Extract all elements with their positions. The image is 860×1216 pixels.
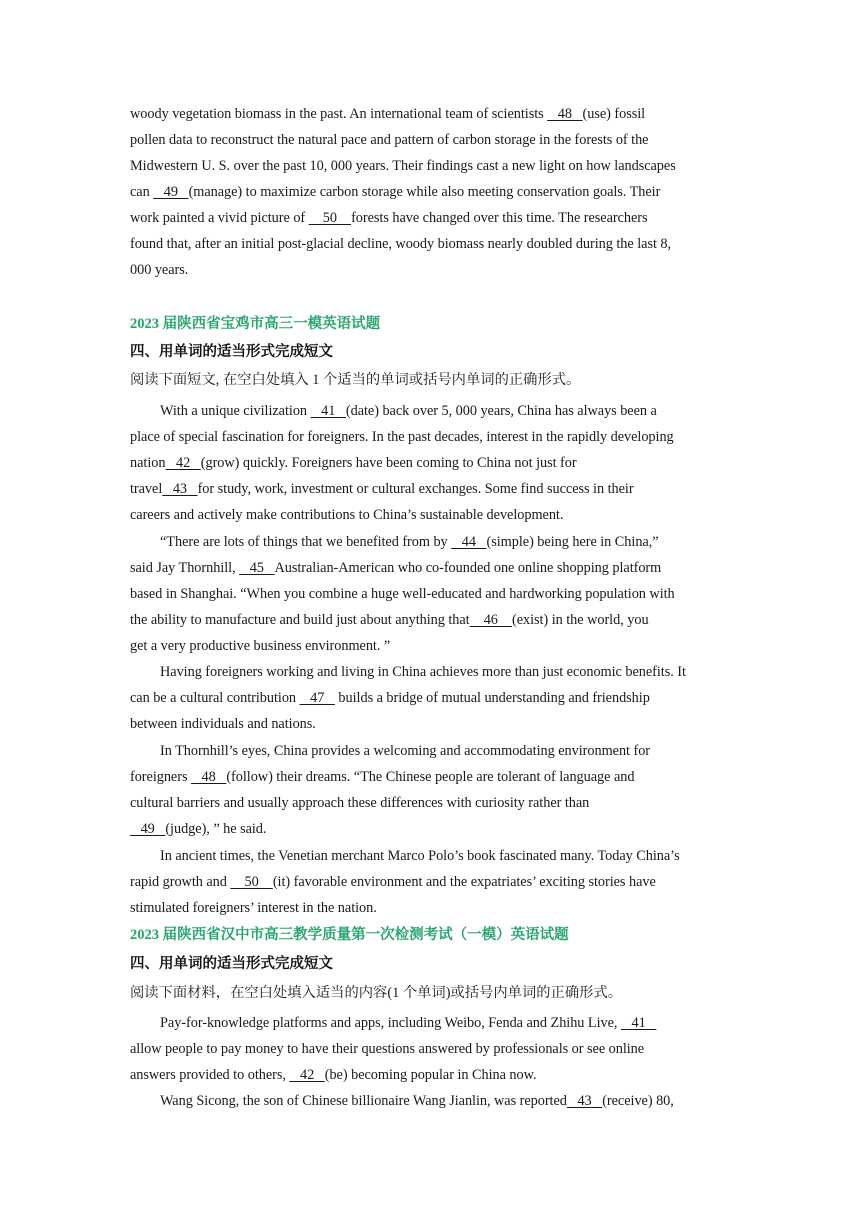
text-segment: pollen data to reconstruct the natural pace and pattern of carbon storage in the forests of the xyxy=(130,132,649,148)
answer-blank[interactable]: 43 xyxy=(162,481,198,497)
text-line xyxy=(130,895,377,921)
text-segment: Pay-for-knowledge platforms and apps, including Weibo, Fenda and Zhihu Live, xyxy=(160,1015,621,1031)
text-segment: builds a bridge of mutual understanding and friendship xyxy=(334,690,650,706)
text-line xyxy=(130,816,266,842)
text-segment: (be) becoming popular in China now. xyxy=(324,1067,537,1083)
text-line xyxy=(130,711,316,737)
text-segment: travel xyxy=(130,481,163,497)
answer-blank[interactable]: 47 xyxy=(299,690,335,706)
text-segment: 000 years. xyxy=(130,262,189,278)
text-line xyxy=(130,101,645,127)
text-segment: woody vegetation biomass in the past. An international team of scientists xyxy=(130,106,548,122)
text-line xyxy=(160,1088,674,1114)
text-segment: place of special fascination for foreigners. In the past decades, interest in the rapidly developing xyxy=(130,429,674,445)
text-segment: work painted a vivid picture of xyxy=(130,210,309,226)
text-segment: can xyxy=(130,184,154,200)
text-segment: (receive) 80, xyxy=(602,1093,674,1109)
text-line xyxy=(130,764,634,790)
text-segment: answers provided to others, xyxy=(130,1067,290,1083)
text-segment: Midwestern U. S. over the past 10, 000 years. Their findings cast a new light on how landscapes xyxy=(130,158,676,174)
text-segment: (manage) to maximize carbon storage while also meeting conservation goals. Their xyxy=(188,184,661,200)
text-segment: Wang Sicong, the son of Chinese billionaire Wang Jianlin, was reported xyxy=(160,1093,567,1109)
text-segment: (exist) in the world, you xyxy=(512,612,649,628)
text-line xyxy=(160,843,680,869)
answer-blank[interactable]: 41 xyxy=(620,1015,657,1031)
answer-blank[interactable]: 50 xyxy=(230,874,273,890)
answer-blank[interactable]: 48 xyxy=(547,106,583,122)
exam-title-baoji: 2023 届陕西省宝鸡市高三一模英语试题 xyxy=(130,316,381,332)
text-segment: In Thornhill’s eyes, China provides a welcoming and accommodating environment for xyxy=(160,743,651,759)
text-line xyxy=(130,450,577,476)
answer-blank[interactable]: 41 xyxy=(310,403,346,419)
text-line xyxy=(130,476,634,502)
exam-title-hanzhong: 2023 届陕西省汉中市高三教学质量第一次检测考试（一模）英语试题 xyxy=(130,927,569,943)
text-line xyxy=(160,529,659,555)
text-segment: (date) back over 5, 000 years, China has always been a xyxy=(345,403,657,419)
text-segment: can be a cultural contribution xyxy=(130,690,300,706)
text-segment: (simple) being here in China,” xyxy=(486,534,659,550)
text-line xyxy=(130,205,648,231)
text-segment: In ancient times, the Venetian merchant Marco Polo’s book fascinated many. Today China’s xyxy=(160,848,680,864)
text-line xyxy=(130,1036,644,1062)
text-line xyxy=(130,424,674,450)
text-line xyxy=(130,869,656,895)
instruction-baoji: 阅读下面短文, 在空白处填入 1 个适当的单词或括号内单词的正确形式。 xyxy=(130,372,581,388)
text-segment: stimulated foreigners’ interest in the nation. xyxy=(130,900,377,916)
answer-blank[interactable]: 42 xyxy=(289,1067,325,1083)
text-segment: between individuals and nations. xyxy=(130,716,316,732)
text-segment: (follow) their dreams. “The Chinese people are tolerant of language and xyxy=(226,769,635,785)
text-line xyxy=(130,685,650,711)
answer-blank[interactable]: 48 xyxy=(190,769,227,785)
text-line xyxy=(160,1010,656,1036)
section-heading-hanzhong: 四、用单词的适当形式完成短文 xyxy=(130,956,333,972)
text-segment: Australian-American who co-founded one online shopping platform xyxy=(274,560,662,576)
text-segment: rapid growth and xyxy=(130,874,231,890)
section-heading-baoji: 四、用单词的适当形式完成短文 xyxy=(130,344,333,360)
text-line xyxy=(130,790,589,816)
text-line xyxy=(130,127,648,153)
text-segment: nation xyxy=(130,455,166,471)
text-line xyxy=(130,607,649,633)
text-segment: cultural barriers and usually approach these differences with curiosity rather than xyxy=(130,795,590,811)
text-line xyxy=(130,502,563,528)
text-line xyxy=(130,1062,536,1088)
text-segment: With a unique civilization xyxy=(160,403,311,419)
answer-blank[interactable]: 46 xyxy=(469,612,513,628)
text-segment: (it) favorable environment and the expatriates’ exciting stories have xyxy=(272,874,656,890)
text-line xyxy=(160,398,657,424)
answer-blank[interactable]: 50 xyxy=(308,210,352,226)
text-segment: careers and actively make contributions to China’s sustainable development. xyxy=(130,507,564,523)
text-segment: allow people to pay money to have their questions answered by professionals or see online xyxy=(130,1041,645,1057)
answer-blank[interactable]: 45 xyxy=(239,560,275,576)
answer-blank[interactable]: 42 xyxy=(165,455,201,471)
text-line xyxy=(160,659,686,685)
text-line xyxy=(130,257,188,283)
text-segment: for study, work, investment or cultural exchanges. Some find success in their xyxy=(197,481,634,497)
text-line xyxy=(130,555,661,581)
text-segment: foreigners xyxy=(130,769,191,785)
text-segment: Having foreigners working and living in China achieves more than just economic benefits. It xyxy=(160,664,686,680)
text-segment: found that, after an initial post-glacial decline, woody biomass nearly doubled during the last 8, xyxy=(130,236,672,252)
text-segment: (use) fossil xyxy=(582,106,646,122)
text-line xyxy=(130,581,675,607)
answer-blank[interactable]: 49 xyxy=(153,184,189,200)
answer-blank[interactable]: 44 xyxy=(451,534,487,550)
answer-blank[interactable]: 49 xyxy=(130,821,166,837)
text-line xyxy=(130,633,390,659)
answer-blank[interactable]: 43 xyxy=(566,1093,603,1109)
text-segment: based in Shanghai. “When you combine a huge well-educated and hardworking population with xyxy=(130,586,675,602)
text-segment: (grow) quickly. Foreigners have been coming to China not just for xyxy=(200,455,577,471)
text-segment: get a very productive business environment. ” xyxy=(130,638,391,654)
text-line xyxy=(130,179,660,205)
text-segment: forests have changed over this time. The researchers xyxy=(351,210,648,226)
text-segment: said Jay Thornhill, xyxy=(130,560,240,576)
text-segment: “There are lots of things that we benefited from by xyxy=(160,534,452,550)
text-segment: (judge), ” he said. xyxy=(165,821,267,837)
text-line xyxy=(160,738,650,764)
text-line xyxy=(130,231,671,257)
instruction-hanzhong: 阅读下面材料，在空白处填入适当的内容(1 个单词)或括号内单词的正确形式。 xyxy=(130,985,623,1001)
text-segment: the ability to manufacture and build just about anything that xyxy=(130,612,470,628)
text-line xyxy=(130,153,676,179)
